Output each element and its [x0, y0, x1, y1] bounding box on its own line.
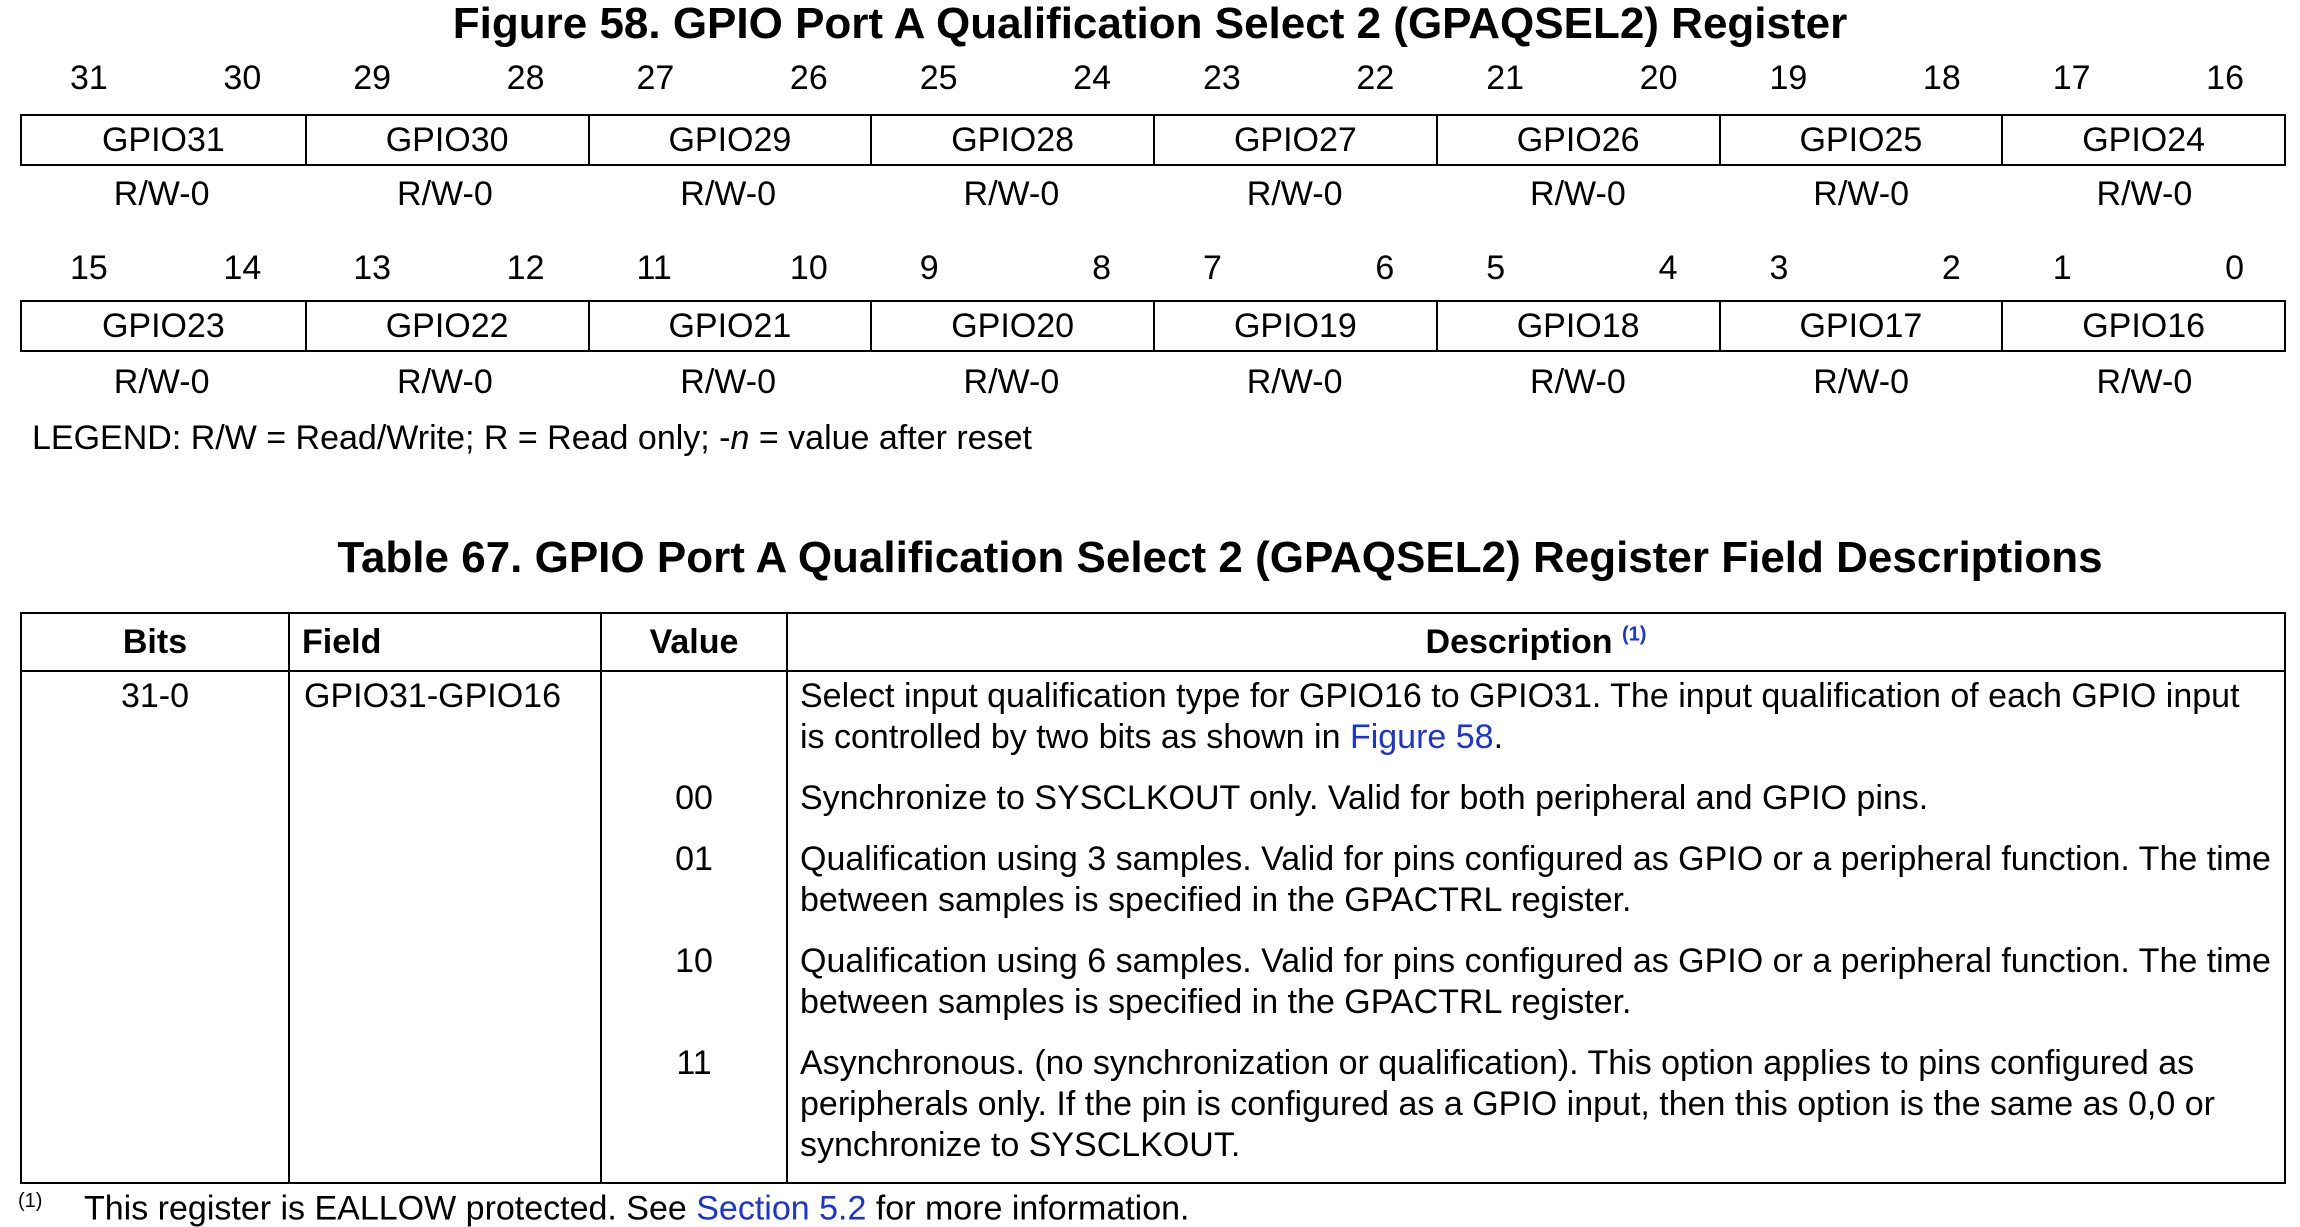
field-gpio21: GPIO21	[588, 302, 871, 350]
bit-pair: 25 24	[919, 59, 1111, 97]
figure-58-link[interactable]: Figure 58	[1349, 718, 1494, 756]
field-gpio17: GPIO17	[1719, 302, 2002, 350]
footnote-mark: (1)	[18, 1190, 43, 1212]
access-label: R/W-0	[1246, 363, 1343, 401]
bit-pair: 11 10	[636, 249, 828, 287]
figure-legend: LEGEND: R/W = Read/Write; R = Read only; -n = value after reset	[32, 419, 1032, 457]
bit-numbers-row-upper	[20, 60, 2286, 96]
footnote: (1) This register is EALLOW protected. See Section 5.2 for more information.	[18, 1182, 1190, 1227]
cell-value-empty	[601, 671, 787, 774]
field-gpio20: GPIO20	[870, 302, 1153, 350]
section-5-2-link[interactable]: Section 5.2	[696, 1189, 867, 1227]
header-value: Value	[601, 613, 787, 671]
cell-field: GPIO31-GPIO16	[289, 671, 601, 774]
figure-title: Figure 58. GPIO Port A Qualification Select 2 (GPAQSEL2) Register	[452, 0, 1848, 48]
bit-pair: 23 22	[1203, 59, 1395, 97]
access-label: R/W-0	[963, 363, 1060, 401]
table-row	[21, 835, 2285, 937]
field-gpio29: GPIO29	[588, 116, 871, 164]
bit-pair: 9 8	[919, 249, 1111, 287]
footnote-ref[interactable]: (1)	[1622, 623, 1647, 646]
bit-numbers-row-lower	[20, 250, 2286, 286]
table-header-row	[21, 613, 2285, 671]
bit-pair: 31 30	[70, 59, 262, 97]
field-gpio28: GPIO28	[870, 116, 1153, 164]
field-gpio22: GPIO22	[305, 302, 588, 350]
field-gpio31: GPIO31	[101, 121, 225, 159]
field-gpio30: GPIO30	[305, 116, 588, 164]
cell-description: Synchronize to SYSCLKOUT only. Valid for both peripheral and GPIO pins.	[787, 774, 2285, 835]
bit-pair: 29 28	[353, 59, 545, 97]
access-label: R/W-0	[2096, 363, 2193, 401]
cell-description: Qualification using 3 samples. Valid for pins configured as GPIO or a peripheral function. The time between samples is specified in the GPACTRL register.	[787, 835, 2285, 937]
bit-pair: 21 20	[1486, 59, 1678, 97]
field-gpio27: GPIO27	[1153, 116, 1436, 164]
bit-pair: 27 26	[636, 59, 828, 97]
cell-description: Asynchronous. (no synchronization or qualification). This option applies to pins configured as peripherals only. If the pin is configured as a GPIO input, then this option is the same as 0,0 or synchronize to SYSCLKOUT.	[787, 1039, 2285, 1183]
field-gpio16: GPIO16	[2001, 302, 2284, 350]
field-gpio26: GPIO26	[1436, 116, 1719, 164]
register-fields-lower	[20, 300, 2286, 352]
bit-pair: 7 6	[1203, 249, 1395, 287]
field-gpio24: GPIO24	[2001, 116, 2284, 164]
bit-pair: 5 4	[1486, 249, 1678, 287]
field-gpio19: GPIO19	[1153, 302, 1436, 350]
access-label: R/W-0	[113, 175, 210, 213]
access-label: R/W-0	[2096, 175, 2193, 213]
access-label: R/W-0	[680, 175, 776, 213]
header-bits: Bits	[21, 613, 289, 671]
cell-description-intro: Select input qualification type for GPIO16 to GPIO31. The input qualification of each GPIO input is controlled by two bits as shown in Figure 58.	[787, 671, 2285, 774]
access-label: R/W-0	[397, 363, 493, 401]
field-gpio18: GPIO18	[1436, 302, 1719, 350]
field-description-table	[20, 612, 2286, 1184]
cell-description: Qualification using 6 samples. Valid for pins configured as GPIO or a peripheral function. The time between samples is specified in the GPACTRL register.	[787, 937, 2285, 1039]
header-field: Field	[289, 613, 601, 671]
access-row-upper	[20, 174, 2286, 214]
bit-pair: 15 14	[70, 249, 262, 287]
access-label: R/W-0	[1530, 363, 1626, 401]
bit-pair: 3 2	[1769, 249, 1961, 287]
table-row	[21, 774, 2285, 835]
access-label: R/W-0	[1530, 175, 1626, 213]
table-row	[21, 937, 2285, 1039]
cell-value: 11	[601, 1039, 787, 1183]
field-gpio25: GPIO25	[1719, 116, 2002, 164]
access-label: R/W-0	[963, 175, 1060, 213]
register-fields-upper	[20, 114, 2286, 166]
access-label: R/W-0	[1813, 175, 1909, 213]
bit-pair: 19 18	[1769, 59, 1961, 97]
cell-value: 10	[601, 937, 787, 1039]
access-label: R/W-0	[1246, 175, 1343, 213]
access-row-lower	[20, 362, 2286, 402]
access-label: R/W-0	[1813, 363, 1909, 401]
bit-pair: 1 0	[2052, 249, 2244, 287]
cell-value: 00	[601, 774, 787, 835]
table-row	[21, 1039, 2285, 1183]
bit-pair: 13 12	[353, 249, 545, 287]
bit-pair: 17 16	[2052, 59, 2244, 97]
field-gpio23: GPIO23	[101, 307, 225, 345]
cell-bits: 31-0	[21, 671, 289, 774]
cell-value: 01	[601, 835, 787, 937]
access-label: R/W-0	[113, 363, 210, 401]
access-label: R/W-0	[397, 175, 493, 213]
header-description: Description $^{(1)}$	[787, 613, 2285, 671]
access-label: R/W-0	[680, 363, 776, 401]
table-row	[21, 671, 2285, 774]
table-title: Table 67. GPIO Port A Qualification Select 2 (GPAQSEL2) Register Field Descriptions	[337, 533, 2103, 582]
